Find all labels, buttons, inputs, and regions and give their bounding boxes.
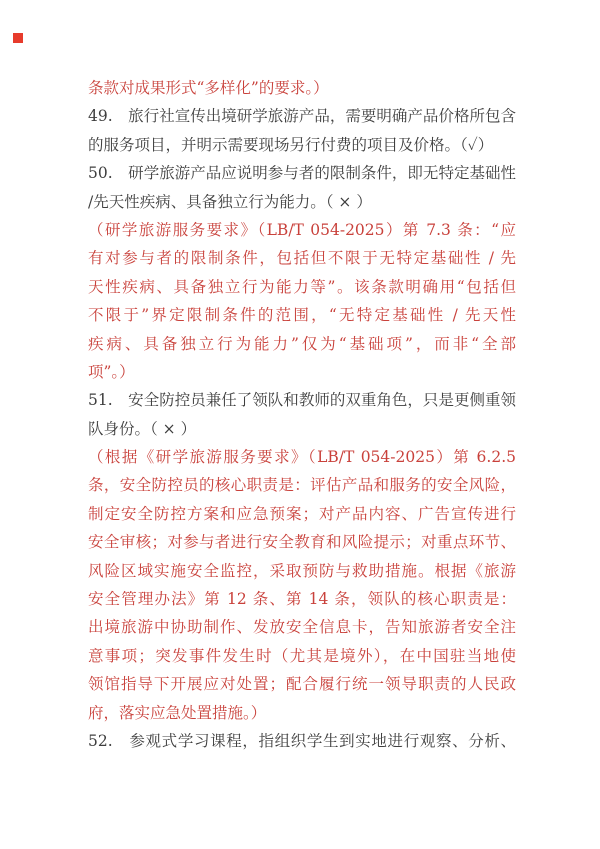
text-line: 安全审核；对参与者进行安全教育和风险提示；对重点环节、 <box>88 533 516 552</box>
text-line: 天性疾病、具备独立行为能力等”。该条款明确用“包括但 <box>88 277 516 296</box>
text-line: 不限于”界定限制条件的范围，“无特定基础性 / 先天性 <box>88 306 516 325</box>
text-line: 项”。） <box>88 362 135 381</box>
text-line: 有对参与者的限制条件，包括但不限于无特定基础性 / 先 <box>88 249 516 268</box>
document-text-block <box>88 74 516 755</box>
text-line: 府，落实应急处置措施。） <box>88 703 267 722</box>
text-line: 条款对成果形式“多样化”的要求。） <box>88 79 329 97</box>
text-line: 52. 参观式学习课程，指组织学生到实地进行观察、分析、 <box>88 731 516 750</box>
text-line: 队身份。（ × ） <box>88 419 197 438</box>
text-line: 出境旅游中协助制作、发放安全信息卡，告知旅游者安全注 <box>88 618 516 637</box>
text-line: /先天性疾病、具备独立行为能力。（ × ） <box>88 192 372 211</box>
text-line: 意事项；突发事件发生时（尤其是境外），在中国驻当地使 <box>88 646 516 665</box>
text-line: 49. 旅行社宣传出境研学旅游产品，需要明确产品价格所包含 <box>88 107 516 126</box>
text-line: 风险区域实施安全监控，采取预防与救助措施。根据《旅游 <box>88 561 516 580</box>
text-line: 领馆指导下开展应对处置；配合履行统一领导职责的人民政 <box>88 675 516 694</box>
text-line: 制定安全防控方案和应急预案；对产品内容、广告宣传进行 <box>88 504 516 523</box>
text-line: 条，安全防控员的核心职责是：评估产品和服务的安全风险， <box>88 476 516 495</box>
text-line: （研学旅游服务要求》（LB/T 054-2025）第 7.3 条：“应 <box>88 220 516 239</box>
text-line: 50. 研学旅游产品应说明参与者的限制条件，即无特定基础性 <box>88 164 516 183</box>
text-line: 疾病、具备独立行为能力”仅为“基础项”，而非“全部 <box>88 334 516 353</box>
text-line: 安全管理办法》第 12 条、第 14 条，领队的核心职责是： <box>88 590 516 609</box>
red-corner-mark <box>13 33 23 43</box>
text-line: 的服务项目，并明示需要现场另行付费的项目及价格。（✓） <box>88 135 494 154</box>
text-line: 51. 安全防控员兼任了领队和教师的双重角色，只是更侧重领 <box>88 391 516 410</box>
text-line: （根据《研学旅游服务要求》（LB/T 054-2025）第 6.2.5 <box>88 448 516 467</box>
